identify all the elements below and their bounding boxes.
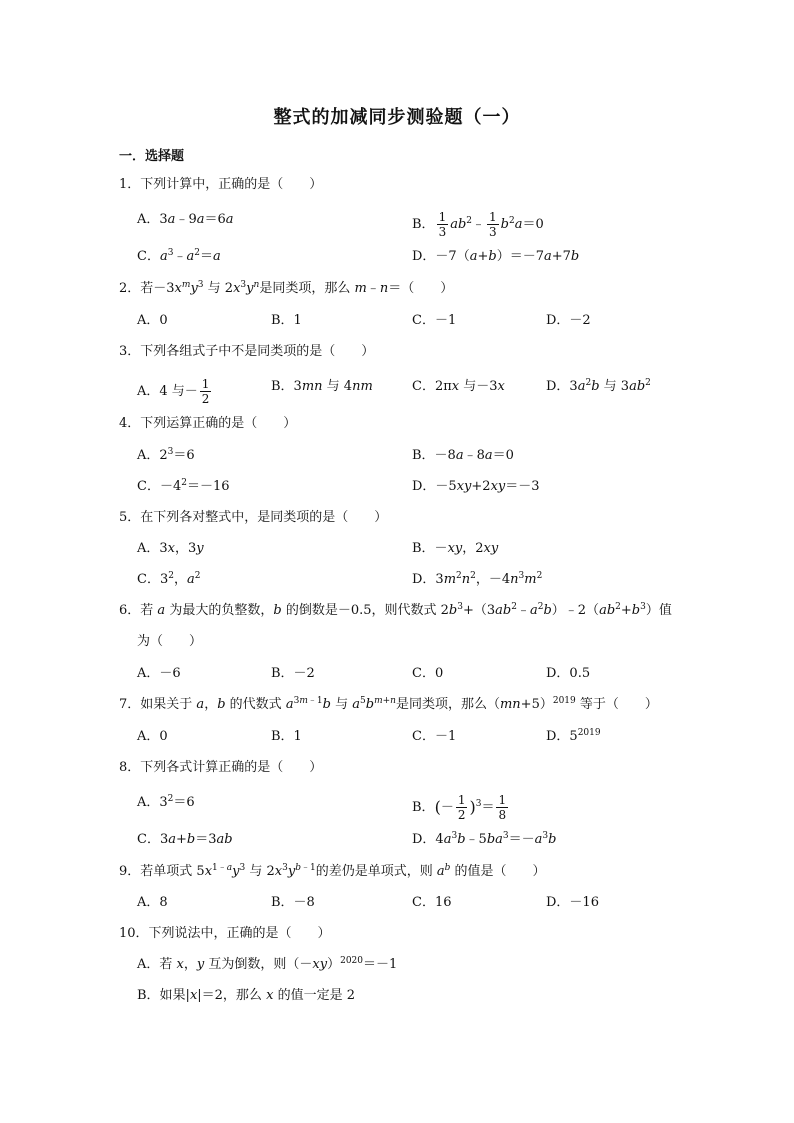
question-9-stem: 9．若单项式 $5x^{1﹣a}y^3$ 与 $2x^3y^{b﹣1}$的差仍是单项式，则 $a^b$ 的值是（ ） bbox=[119, 863, 546, 879]
question-8 bbox=[0, 758, 794, 778]
q1-option-b: B． $\frac{1}{3}$ $ab^2﹣$ $\frac{1}{3}$ $b^2a=0$ bbox=[412, 210, 544, 239]
question-6-line-2 bbox=[0, 632, 794, 652]
question-10-option-b-row bbox=[0, 986, 794, 1006]
question-1 bbox=[0, 175, 794, 195]
question-1-options-row-1 bbox=[0, 210, 794, 239]
q2-option-c: C．－1 bbox=[412, 313, 457, 328]
question-4-options-row-2 bbox=[0, 477, 794, 497]
q5-option-c: C．$3^2$，$a^2$ bbox=[137, 571, 201, 587]
question-3-stem: 3．下列各组式子中不是同类项的是（ ） bbox=[119, 344, 375, 359]
q6-option-d: D．0.5 bbox=[546, 666, 591, 681]
q3-option-b: B．3mn 与 4nm bbox=[271, 379, 373, 394]
q1-option-a: A．3a﹣9a＝6a bbox=[137, 212, 234, 227]
question-1-stem: 1．下列计算中，正确的是（ ） bbox=[119, 177, 323, 192]
q4-option-b: B．－8a﹣8a＝0 bbox=[412, 448, 514, 463]
question-2 bbox=[0, 279, 794, 299]
section-heading: 一．选择题 bbox=[119, 149, 185, 164]
q10-option-a: A．若 x，y 互为倒数，则$(-xy)^{2020}=-1$ bbox=[137, 956, 398, 972]
question-9 bbox=[0, 862, 794, 882]
question-7 bbox=[0, 695, 794, 715]
question-6 bbox=[0, 601, 794, 621]
q1-option-c: C．$a^3﹣a^2=a$ bbox=[137, 248, 221, 264]
question-2-options bbox=[0, 311, 794, 331]
question-5-options-row-1 bbox=[0, 539, 794, 559]
q6-option-c: C．0 bbox=[412, 666, 444, 681]
question-2-stem: 2．若$-3x^my^3$ 与 $2x^3y^n$是同类项，那么 m﹣n＝（ ） bbox=[119, 280, 454, 296]
question-7-options bbox=[0, 727, 794, 747]
question-10-option-a-row bbox=[0, 955, 794, 975]
question-6-stem-line-2: 为（ ） bbox=[137, 634, 203, 649]
q8-option-a: A．$3^2=6$ bbox=[137, 794, 195, 810]
question-6-stem-line-1: 6．若 a 为最大的负整数，b 的倒数是－0.5，则代数式 $2b^3+(3ab^2﹣a^2b)﹣2(ab^2+b^3)$值 bbox=[119, 602, 672, 618]
question-4 bbox=[0, 414, 794, 434]
q6-option-a: A．－6 bbox=[137, 666, 181, 681]
q3-option-d: D．$3a^2b$ 与 $3ab^2$ bbox=[546, 378, 651, 394]
q3-option-c: C．2πx 与－3x bbox=[412, 379, 505, 394]
question-3 bbox=[0, 342, 794, 362]
question-5-stem: 5．在下列各对整式中，是同类项的是（ ） bbox=[119, 510, 388, 525]
q1-option-d: D．－7（a+b）＝－7a+7b bbox=[412, 249, 580, 264]
q10-option-b: B．如果|x|＝2，那么 x 的值一定是 2 bbox=[137, 988, 355, 1003]
q2-option-b: B．1 bbox=[271, 313, 302, 328]
question-4-options-row-1 bbox=[0, 446, 794, 466]
q9-option-d: D．－16 bbox=[546, 895, 599, 910]
question-7-stem: 7．如果关于 a，b 的代数式 $a^{3m﹣1}b$ 与 $a^5b^{m+n}$是同类项，那么$(mn+5)^{2019}$ 等于（ ） bbox=[119, 696, 658, 712]
q7-option-a: A．0 bbox=[137, 729, 168, 744]
question-10-stem: 10．下列说法中，正确的是（ ） bbox=[119, 926, 331, 941]
q2-option-a: A．0 bbox=[137, 313, 168, 328]
q5-option-d: D．$3m^2n^2$，$-4n^3m^2$ bbox=[412, 571, 543, 587]
q9-option-c: C．16 bbox=[412, 895, 452, 910]
q7-option-d: D．$5^{2019}$ bbox=[546, 728, 601, 744]
q8-option-b: B．(－ $\frac{1}{2}$ )$^3$＝ $\frac{1}{8}$ bbox=[412, 793, 507, 822]
q8-option-c: C．3a+b＝3ab bbox=[137, 832, 233, 847]
q8-option-d: D．$4a^3b﹣5ba^3=-a^3b$ bbox=[412, 831, 557, 847]
q5-option-b: B．－xy，2xy bbox=[412, 541, 499, 556]
q2-option-d: D．－2 bbox=[546, 313, 591, 328]
question-10 bbox=[0, 924, 794, 944]
q4-option-c: C．$-4^2=-16$ bbox=[137, 478, 230, 494]
q7-option-b: B．1 bbox=[271, 729, 302, 744]
question-9-options bbox=[0, 893, 794, 913]
question-5-options-row-2 bbox=[0, 570, 794, 590]
question-8-options-row-1 bbox=[0, 793, 794, 822]
q9-option-b: B．－8 bbox=[271, 895, 315, 910]
q9-option-a: A．8 bbox=[137, 895, 168, 910]
question-1-options-row-2 bbox=[0, 247, 794, 267]
question-4-stem: 4．下列运算正确的是（ ） bbox=[119, 416, 297, 431]
q4-option-d: D．－5xy+2xy＝－3 bbox=[412, 479, 540, 494]
q4-option-a: A．$2^3=6$ bbox=[137, 447, 195, 463]
question-8-stem: 8．下列各式计算正确的是（ ） bbox=[119, 760, 323, 775]
q5-option-a: A．3x，3y bbox=[137, 541, 204, 556]
q7-option-c: C．－1 bbox=[412, 729, 457, 744]
page-title: 整式的加减同步测验题（一） bbox=[273, 107, 521, 128]
q3-option-a: A．4 与－ $\frac{1}{2}$ bbox=[137, 377, 210, 406]
question-3-options bbox=[0, 377, 794, 406]
q6-option-b: B．－2 bbox=[271, 666, 315, 681]
question-8-options-row-2 bbox=[0, 830, 794, 850]
question-6-options bbox=[0, 664, 794, 684]
question-5 bbox=[0, 508, 794, 528]
